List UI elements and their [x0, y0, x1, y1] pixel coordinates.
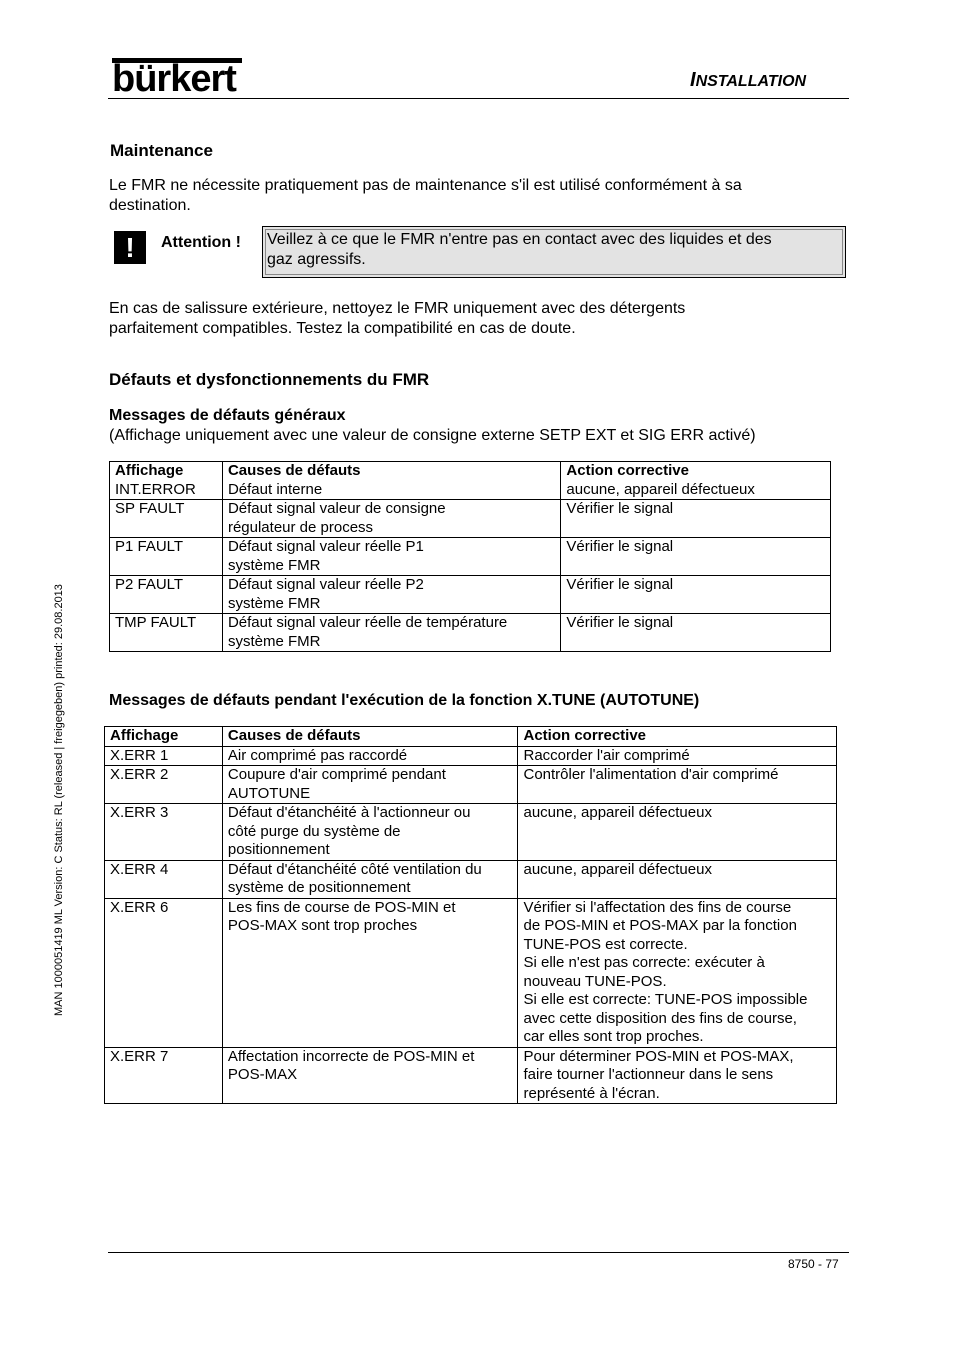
section-title-cap: I — [690, 69, 696, 91]
xtune-cell-display — [105, 860, 223, 898]
xtune-heading: Messages de défauts pendant l'exécution de la fonction X.TUNE (AUTOTUNE) — [109, 692, 700, 709]
xtune-cell-action — [518, 746, 837, 766]
general-cell-line: P2 FAULT — [115, 576, 184, 593]
xtune-cell-line: système de positionnement — [227, 879, 411, 896]
xtune-cell-line: X.ERR 1 — [110, 746, 169, 764]
general-first-row-display: INT.ERROR — [115, 480, 196, 498]
xtune-table-row — [105, 766, 837, 804]
footer-rule — [108, 1252, 849, 1253]
xtune-cell-action — [518, 898, 837, 1047]
general-header-cause: Causes de défauts — [227, 462, 361, 479]
notice-line-2: gaz agressifs. — [267, 251, 366, 268]
xtune-cell-cause — [222, 898, 518, 1047]
general-cell-line: Vérifier le signal — [566, 538, 674, 555]
notice-line-1: Veillez à ce que le FMR n'entre pas en contact avec des liquides et des — [267, 231, 772, 248]
general-cell-cause — [222, 538, 560, 576]
xtune-cell-line: aucune, appareil défectueux — [523, 804, 712, 821]
general-messages-heading: Messages de défauts généraux — [109, 407, 346, 424]
xtune-cell-cause — [222, 804, 518, 861]
xtune-cell-display — [105, 766, 223, 804]
xtune-header-action: Action corrective — [518, 727, 837, 747]
xtune-cell-cause — [222, 860, 518, 898]
xtune-cell-line: Défaut d'étanchéité à l'actionneur ou — [227, 804, 471, 821]
xtune-cell-line: Air comprimé pas raccordé — [227, 746, 408, 764]
general-cell-line: P1 FAULT — [115, 538, 184, 555]
xtune-cell-line: X.ERR 2 — [110, 766, 169, 783]
general-header-action: Action corrective — [566, 462, 689, 479]
xtune-cell-display — [105, 804, 223, 861]
general-first-row-action: aucune, appareil défectueux — [566, 480, 755, 498]
xtune-cell-line: X.ERR 4 — [110, 860, 169, 878]
general-cell-line: système FMR — [227, 594, 321, 612]
general-cell-cause — [222, 614, 560, 652]
xtune-cell-line: Si elle est correcte: TUNE-POS impossible — [523, 991, 808, 1008]
general-first-row-cause: Défaut interne — [227, 480, 323, 498]
xtune-cell-cause — [222, 766, 518, 804]
general-cell-line: Vérifier le signal — [566, 576, 674, 593]
general-cell-line: Vérifier le signal — [566, 614, 674, 631]
document-side-note: MAN 1000051419 ML Version: C Status: RL (released | freigegeben) printed: 29.08.2013 — [53, 584, 65, 1016]
xtune-cell-line: Affectation incorrecte de POS-MIN et — [227, 1047, 475, 1065]
general-cell-line: régulateur de process — [227, 518, 374, 536]
xtune-cell-action — [518, 766, 837, 804]
general-table-header-row — [110, 462, 831, 500]
xtune-cell-line: Vérifier si l'affectation des fins de course — [523, 898, 792, 916]
general-cell-line: Défaut signal valeur réelle P1 — [227, 538, 424, 555]
general-table-row — [110, 538, 831, 576]
header-rule — [108, 98, 849, 99]
xtune-cell-line: POS-MAX — [227, 1066, 298, 1083]
cleaning-line-2: parfaitement compatibles. Testez la compatibilité en cas de doute. — [109, 320, 576, 337]
general-header-display-cell — [110, 462, 223, 500]
general-cell-line: système FMR — [227, 632, 321, 650]
general-cell-display — [110, 576, 223, 614]
xtune-cell-line: positionnement — [227, 841, 330, 858]
xtune-cell-action — [518, 804, 837, 861]
general-cell-action — [561, 500, 831, 538]
general-cell-line: Vérifier le signal — [566, 500, 674, 517]
general-cell-line: SP FAULT — [115, 500, 185, 517]
logo-text: bürkert — [112, 58, 236, 100]
xtune-header-display: Affichage — [105, 727, 223, 747]
general-cell-display — [110, 614, 223, 652]
exclamation-icon: ! — [114, 231, 146, 264]
general-messages-note: (Affichage uniquement avec une valeur de consigne externe SETP EXT et SIG ERR activé) — [109, 427, 756, 444]
xtune-cell-cause — [222, 1047, 518, 1104]
xtune-cell-line: avec cette disposition des fins de course, — [523, 1009, 797, 1027]
xtune-table-row — [105, 1047, 837, 1104]
xtune-cell-line: X.ERR 3 — [110, 804, 169, 821]
section-title-rest: NSTALLATION — [695, 73, 807, 90]
general-cell-display — [110, 500, 223, 538]
general-header-display: Affichage — [115, 462, 184, 479]
general-table-row — [110, 500, 831, 538]
xtune-cell-line: X.ERR 6 — [110, 898, 169, 916]
xtune-cell-line: Défaut d'étanchéité côté ventilation du — [227, 860, 482, 878]
xtune-header-cause: Causes de défauts — [222, 727, 518, 747]
xtune-cell-line: faire tourner l'actionneur dans le sens — [523, 1066, 774, 1083]
general-cell-line: Défaut signal valeur réelle P2 — [227, 576, 424, 593]
xtune-cell-action — [518, 860, 837, 898]
xtune-faults-table — [104, 726, 837, 1104]
general-faults-table — [109, 461, 831, 652]
xtune-cell-line: représenté à l'écran. — [523, 1084, 660, 1102]
general-cell-action — [561, 576, 831, 614]
section-title — [690, 68, 806, 94]
xtune-cell-line: car elles sont trop proches. — [523, 1028, 704, 1045]
general-table-row — [110, 614, 831, 652]
defaults-heading: Défauts et dysfonctionnements du FMR — [109, 370, 430, 389]
xtune-cell-line: AUTOTUNE — [227, 784, 311, 802]
general-cell-action — [561, 538, 831, 576]
xtune-cell-action — [518, 1047, 837, 1104]
general-cell-action — [561, 614, 831, 652]
xtune-cell-display — [105, 746, 223, 766]
xtune-cell-line: POS-MAX sont trop proches — [227, 917, 418, 934]
general-cell-cause — [222, 500, 560, 538]
maintenance-heading: Maintenance — [110, 141, 213, 160]
general-cell-display — [110, 538, 223, 576]
xtune-cell-display — [105, 1047, 223, 1104]
general-table-row — [110, 576, 831, 614]
maintenance-intro-line-2: destination. — [109, 197, 191, 214]
xtune-cell-line: de POS-MIN et POS-MAX par la fonction — [523, 917, 797, 934]
xtune-cell-line: TUNE-POS est correcte. — [523, 935, 688, 953]
xtune-cell-line: Raccorder l'air comprimé — [523, 746, 690, 764]
xtune-cell-line: côté purge du système de — [227, 822, 401, 840]
general-cell-cause — [222, 576, 560, 614]
xtune-cell-display — [105, 898, 223, 1047]
xtune-cell-line: X.ERR 7 — [110, 1047, 169, 1065]
general-header-cause-cell — [222, 462, 560, 500]
general-cell-line: système FMR — [227, 556, 321, 574]
xtune-table-row — [105, 804, 837, 861]
xtune-cell-line: nouveau TUNE-POS. — [523, 972, 667, 990]
xtune-table-row — [105, 746, 837, 766]
burkert-logo — [112, 58, 244, 98]
xtune-table-row — [105, 898, 837, 1047]
xtune-cell-line: Les fins de course de POS-MIN et — [227, 898, 456, 916]
maintenance-intro-line-1: Le FMR ne nécessite pratiquement pas de maintenance s'il est utilisé conformément à sa — [109, 177, 742, 194]
notice-box — [262, 226, 846, 278]
xtune-cell-cause — [222, 746, 518, 766]
xtune-cell-line: Pour déterminer POS-MIN et POS-MAX, — [523, 1047, 794, 1065]
xtune-table-header-row — [105, 727, 837, 747]
xtune-cell-line: Si elle n'est pas correcte: exécuter à — [523, 954, 765, 971]
xtune-cell-line: Coupure d'air comprimé pendant — [227, 766, 446, 783]
general-cell-line: TMP FAULT — [115, 614, 197, 631]
general-cell-line: Défaut signal valeur de consigne — [227, 500, 446, 517]
cleaning-line-1: En cas de salissure extérieure, nettoyez le FMR uniquement avec des détergents — [109, 300, 686, 317]
general-header-action-cell — [561, 462, 831, 500]
xtune-cell-line: aucune, appareil défectueux — [523, 860, 712, 878]
page-number: 8750 - 77 — [788, 1257, 839, 1271]
general-cell-line: Défaut signal valeur réelle de température — [227, 614, 508, 631]
attention-label: Attention ! — [161, 234, 241, 251]
xtune-cell-line: Contrôler l'alimentation d'air comprimé — [523, 766, 779, 783]
xtune-table-row — [105, 860, 837, 898]
